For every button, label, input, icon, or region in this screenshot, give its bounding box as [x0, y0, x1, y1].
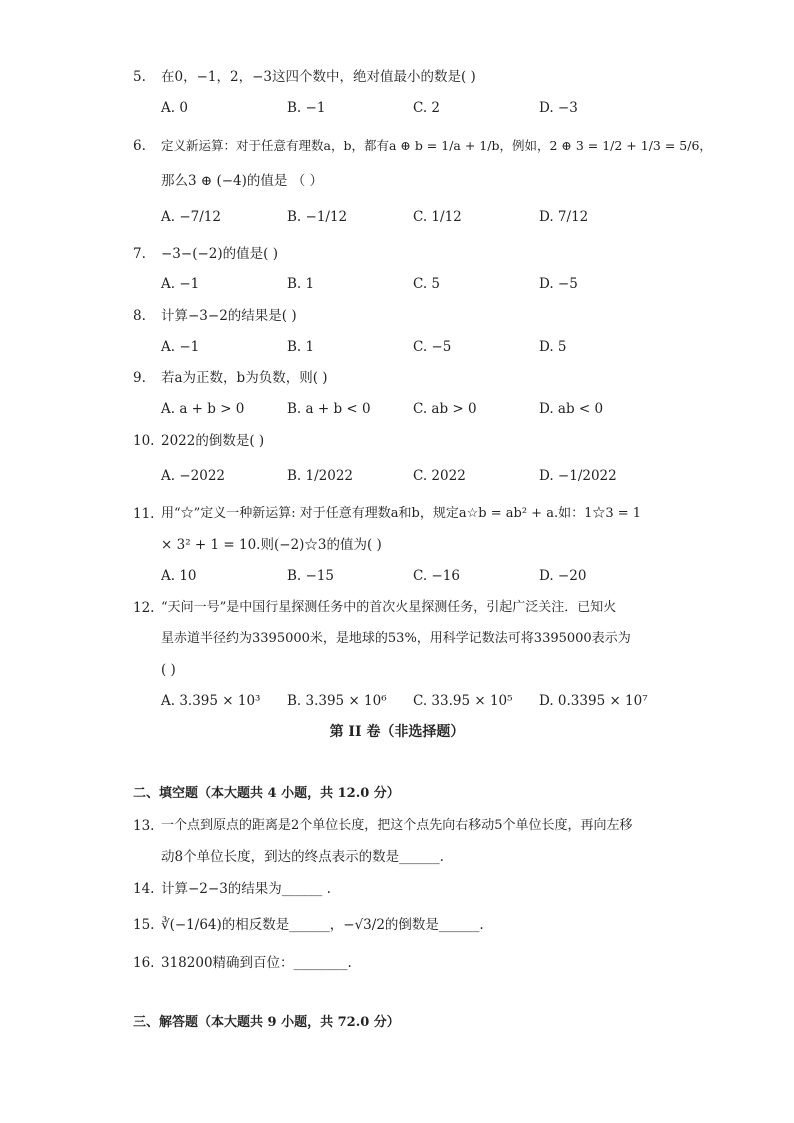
question-text-line2: 那么3 ⊕ (−4)的值是 （ ） [161, 173, 323, 189]
option-d: D. −20 [539, 568, 587, 584]
question-number: 15. [133, 917, 155, 933]
option-c: C. 1/12 [413, 209, 462, 225]
option-d: D. −3 [539, 100, 578, 116]
question-text: 2022的倒数是( ) [161, 433, 265, 449]
question-number: 10. [133, 433, 155, 449]
question-text: 用“☆”定义一种新运算: 对于任意有理数a和b，规定a☆b = ab² + a.如：1☆3 = 1 [161, 506, 642, 521]
option-b: B. 1 [287, 339, 315, 355]
question-text: 若a为正数，b为负数，则( ) [161, 370, 328, 386]
option-a: A. −2022 [161, 468, 225, 484]
question-text-line2: × 3² + 1 = 10.则(−2)☆3的值为( ) [161, 537, 382, 553]
question-text: 定义新运算：对于任意有理数a，b，都有a ⊕ b = 1/a + 1/b，例如，2 ⊕ 3 = 1/2 + 1/3 = 5/6， [161, 138, 712, 153]
section-heading: 二、填空题（本大题共 4 小题，共 12.0 分） [133, 786, 400, 801]
question-text: 318200精确到百位：________. [161, 955, 352, 971]
question-text: −3−(−2)的值是( ) [161, 246, 278, 262]
option-b: B. 1 [287, 276, 315, 292]
option-a: A. 3.395 × 10³ [161, 693, 261, 709]
part-title: 第 II 卷（非选择题） [329, 724, 465, 740]
option-c: C. −5 [413, 339, 452, 355]
option-c: C. 5 [413, 276, 441, 292]
question-text: 在0，−1，2，−3这四个数中，绝对值最小的数是( ) [161, 69, 476, 85]
option-c: C. 2 [413, 100, 441, 116]
option-b: B. 1/2022 [287, 468, 353, 484]
option-b: B. −1/12 [287, 209, 348, 225]
question-number: 16. [133, 955, 155, 971]
option-d: D. −1/2022 [539, 468, 617, 484]
question-number: 12. [133, 600, 155, 616]
question-text: 计算−2−3的结果为______ . [161, 881, 331, 897]
option-d: D. −5 [539, 276, 578, 292]
option-b: B. −15 [287, 568, 334, 584]
option-d: D. ab < 0 [539, 401, 604, 417]
option-b: B. a + b < 0 [287, 401, 371, 417]
question-text: 计算−3−2的结果是( ) [161, 308, 297, 324]
option-a: A. −1 [161, 276, 200, 292]
option-a: A. −7/12 [161, 209, 221, 225]
question-text-line3: ( ) [161, 662, 176, 678]
option-d: D. 0.3395 × 10⁷ [539, 693, 648, 709]
option-b: B. −1 [287, 100, 326, 116]
option-c: C. 33.95 × 10⁵ [413, 693, 513, 709]
option-a: A. −1 [161, 339, 200, 355]
question-text: 一个点到原点的距离是2个单位长度，把这个点先向右移动5个单位长度，再向左移 [161, 818, 633, 833]
option-c: C. 2022 [413, 468, 466, 484]
option-a: A. 0 [161, 100, 188, 116]
question-text: “天问一号”是中国行星探测任务中的首次火星探测任务，引起广泛关注．已知火 [161, 600, 617, 615]
question-number: 13. [133, 818, 155, 834]
option-d: D. 5 [539, 339, 567, 355]
section-heading: 三、解答题（本大题共 9 小题，共 72.0 分） [133, 1015, 400, 1030]
option-c: C. ab > 0 [413, 401, 477, 417]
question-number: 7. [133, 246, 146, 262]
option-a: A. a + b > 0 [161, 401, 245, 417]
question-number: 9. [133, 370, 146, 386]
question-text-line2: 动8个单位长度，到达的终点表示的数是______. [161, 849, 444, 865]
option-c: C. −16 [413, 568, 460, 584]
question-number: 8. [133, 308, 146, 324]
question-text: ∛(−1/64)的相反数是______，−√3/2的倒数是______. [161, 917, 484, 933]
question-number: 6. [133, 138, 146, 154]
question-number: 11. [133, 506, 155, 522]
option-a: A. 10 [161, 568, 197, 584]
option-d: D. 7/12 [539, 209, 589, 225]
question-number: 5. [133, 69, 146, 85]
question-number: 14. [133, 881, 155, 897]
option-b: B. 3.395 × 10⁶ [287, 693, 387, 709]
question-text-line2: 星赤道半径约为3395000米，是地球的53%，用科学记数法可将3395000表示为 [161, 631, 631, 646]
